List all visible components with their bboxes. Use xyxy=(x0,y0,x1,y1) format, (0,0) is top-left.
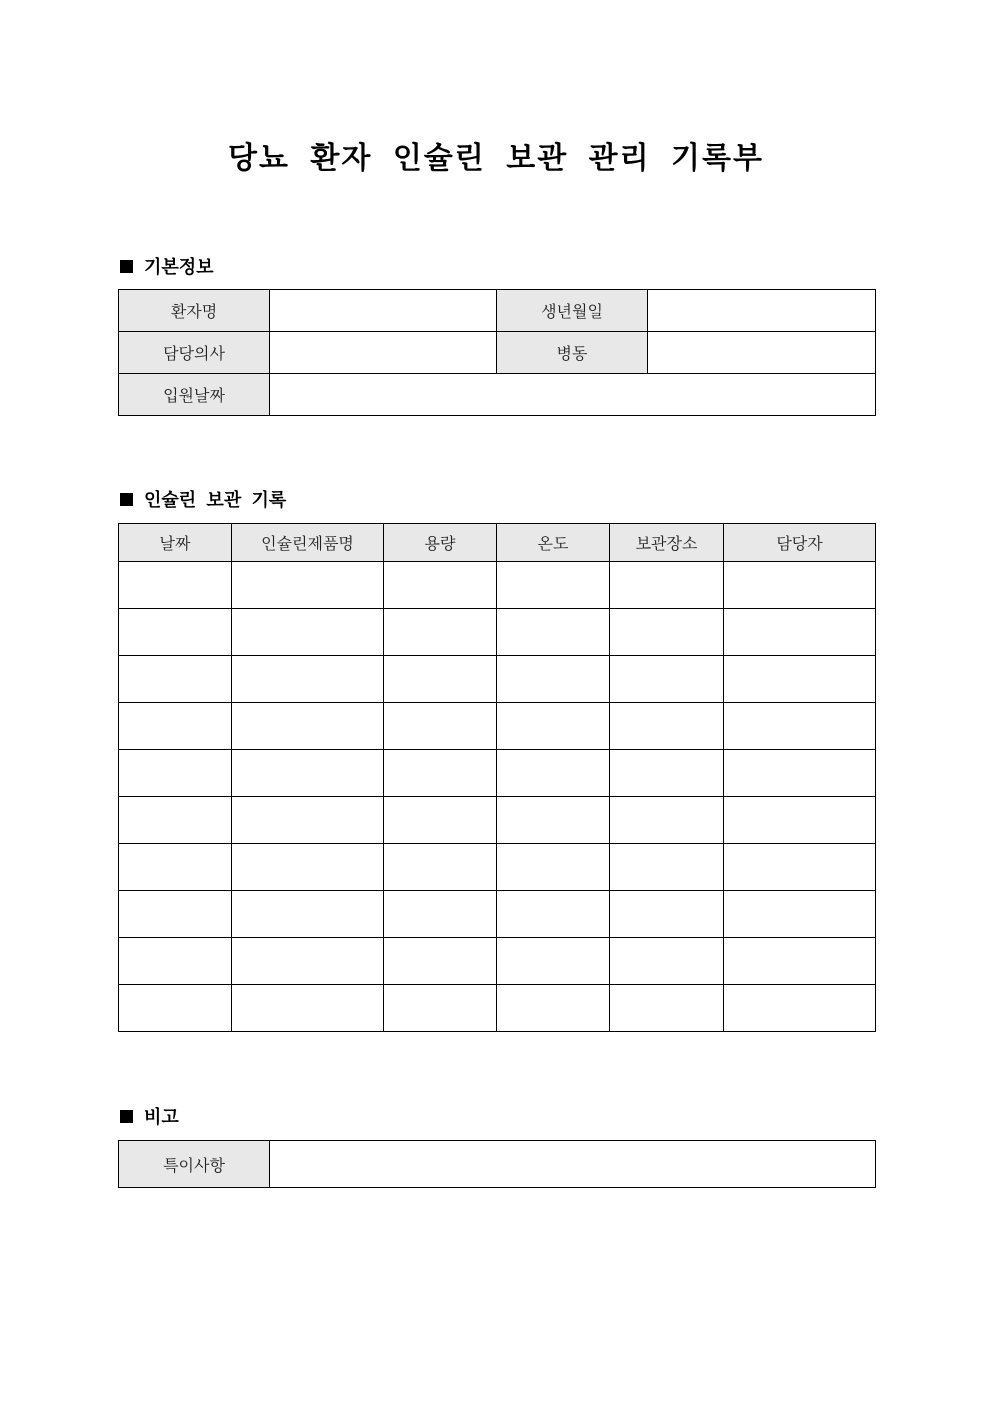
table-cell[interactable] xyxy=(232,656,384,703)
table-cell[interactable] xyxy=(724,938,876,985)
table-cell[interactable] xyxy=(232,891,384,938)
table-cell[interactable] xyxy=(384,844,497,891)
table-cell[interactable] xyxy=(384,938,497,985)
table-cell[interactable] xyxy=(119,985,232,1032)
column-header: 인슐린제품명 xyxy=(232,524,384,562)
column-header: 담당자 xyxy=(724,524,876,562)
table-cell[interactable] xyxy=(384,562,497,609)
table-cell[interactable] xyxy=(724,985,876,1032)
table-cell[interactable] xyxy=(232,938,384,985)
table-row xyxy=(119,1141,876,1188)
table-cell[interactable] xyxy=(724,656,876,703)
table-row xyxy=(119,656,876,703)
table-row xyxy=(119,290,876,332)
patient-name-label: 환자명 xyxy=(119,290,270,332)
table-cell[interactable] xyxy=(497,609,610,656)
table-row xyxy=(119,703,876,750)
basic-info-table xyxy=(118,289,876,416)
table-cell[interactable] xyxy=(724,562,876,609)
table-cell[interactable] xyxy=(119,656,232,703)
table-cell[interactable] xyxy=(610,609,724,656)
table-cell[interactable] xyxy=(232,609,384,656)
table-cell[interactable] xyxy=(119,797,232,844)
table-cell[interactable] xyxy=(384,891,497,938)
table-row xyxy=(119,750,876,797)
table-row xyxy=(119,374,876,416)
square-bullet-icon xyxy=(120,1110,133,1123)
table-cell[interactable] xyxy=(232,985,384,1032)
table-row xyxy=(119,891,876,938)
table-cell[interactable] xyxy=(610,562,724,609)
table-cell[interactable] xyxy=(497,750,610,797)
column-header: 보관장소 xyxy=(610,524,724,562)
table-cell[interactable] xyxy=(119,938,232,985)
table-cell[interactable] xyxy=(610,985,724,1032)
table-cell[interactable] xyxy=(610,844,724,891)
table-cell[interactable] xyxy=(724,609,876,656)
insulin-storage-table xyxy=(118,523,876,1032)
table-row xyxy=(119,332,876,374)
birth-date-label: 생년월일 xyxy=(497,290,648,332)
admission-date-label: 입원날짜 xyxy=(119,374,270,416)
special-notes-label: 특이사항 xyxy=(119,1141,270,1188)
table-cell[interactable] xyxy=(497,797,610,844)
table-row xyxy=(119,609,876,656)
table-cell[interactable] xyxy=(232,797,384,844)
special-notes-field[interactable] xyxy=(270,1141,876,1188)
table-cell[interactable] xyxy=(724,891,876,938)
table-cell[interactable] xyxy=(610,891,724,938)
column-header: 용량 xyxy=(384,524,497,562)
table-cell[interactable] xyxy=(384,797,497,844)
column-header: 날짜 xyxy=(119,524,232,562)
admission-date-field[interactable] xyxy=(270,374,876,416)
table-cell[interactable] xyxy=(610,750,724,797)
section-heading-basic-info xyxy=(118,253,214,279)
table-cell[interactable] xyxy=(119,703,232,750)
notes-table xyxy=(118,1140,876,1188)
section-heading-text: 인슐린 보관 기록 xyxy=(144,490,287,511)
table-cell[interactable] xyxy=(610,656,724,703)
table-cell[interactable] xyxy=(232,750,384,797)
section-heading-insulin-storage xyxy=(118,486,286,512)
table-cell[interactable] xyxy=(119,891,232,938)
table-cell[interactable] xyxy=(232,844,384,891)
table-cell[interactable] xyxy=(232,562,384,609)
table-cell[interactable] xyxy=(232,703,384,750)
ward-field[interactable] xyxy=(648,332,876,374)
birth-date-field[interactable] xyxy=(648,290,876,332)
table-row xyxy=(119,797,876,844)
square-bullet-icon xyxy=(120,260,133,273)
square-bullet-icon xyxy=(120,493,133,506)
table-cell[interactable] xyxy=(724,750,876,797)
table-cell[interactable] xyxy=(497,938,610,985)
table-cell[interactable] xyxy=(610,938,724,985)
table-cell[interactable] xyxy=(384,985,497,1032)
table-row xyxy=(119,938,876,985)
table-cell[interactable] xyxy=(384,609,497,656)
column-header: 온도 xyxy=(497,524,610,562)
ward-label: 병동 xyxy=(497,332,648,374)
table-cell[interactable] xyxy=(497,562,610,609)
table-cell[interactable] xyxy=(119,844,232,891)
table-cell[interactable] xyxy=(724,844,876,891)
table-cell[interactable] xyxy=(724,797,876,844)
table-cell[interactable] xyxy=(497,844,610,891)
table-row xyxy=(119,844,876,891)
section-heading-text: 비고 xyxy=(144,1107,179,1128)
section-heading-notes xyxy=(118,1103,179,1129)
table-cell[interactable] xyxy=(497,891,610,938)
table-cell[interactable] xyxy=(384,656,497,703)
table-header-row xyxy=(119,524,876,562)
table-cell[interactable] xyxy=(119,562,232,609)
patient-name-field[interactable] xyxy=(270,290,497,332)
table-row xyxy=(119,985,876,1032)
table-cell[interactable] xyxy=(724,703,876,750)
table-cell[interactable] xyxy=(497,985,610,1032)
table-cell[interactable] xyxy=(384,750,497,797)
table-cell[interactable] xyxy=(610,797,724,844)
table-cell[interactable] xyxy=(119,750,232,797)
doctor-label: 담당의사 xyxy=(119,332,270,374)
table-cell[interactable] xyxy=(610,703,724,750)
table-cell[interactable] xyxy=(497,703,610,750)
table-cell[interactable] xyxy=(384,703,497,750)
page-title: 당뇨 환자 인슐린 보관 관리 기록부 xyxy=(228,141,764,176)
table-row xyxy=(119,562,876,609)
table-cell[interactable] xyxy=(497,656,610,703)
table-cell[interactable] xyxy=(119,609,232,656)
doctor-field[interactable] xyxy=(270,332,497,374)
section-heading-text: 기본정보 xyxy=(144,257,214,278)
